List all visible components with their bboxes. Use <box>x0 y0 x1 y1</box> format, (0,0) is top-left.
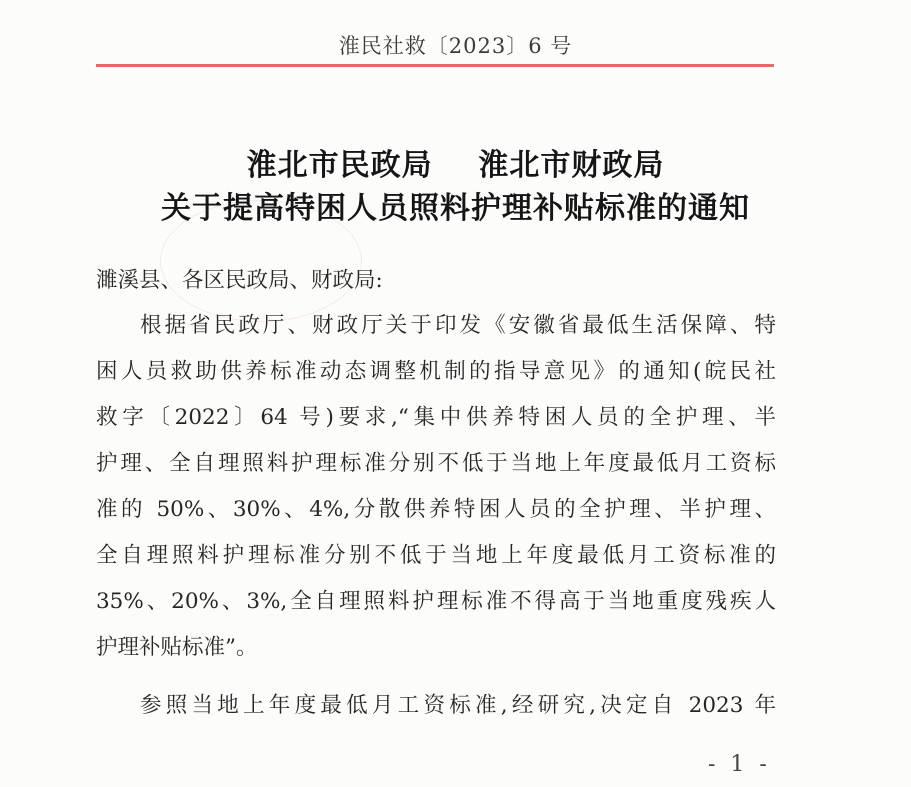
title-line-1: 淮北市民政局 淮北市财政局 <box>246 148 665 183</box>
page-number: - 1 - <box>708 752 771 777</box>
paragraph-line: 护理、全自理照料护理标准分别不低于当地上年度最低月工资标 <box>96 451 776 476</box>
paragraph-line: 35%、20%、3%,全自理照料护理标准不得高于当地重度残疾人 <box>96 589 776 614</box>
paragraph-line: 参照当地上年度最低月工资标准,经研究,决定自 2023 年 <box>140 693 776 718</box>
paragraph-1 <box>96 303 776 671</box>
salutation: 濉溪县、各区民政局、财政局: <box>96 268 383 293</box>
paragraph-line: 护理补贴标准”。 <box>96 635 258 660</box>
paragraph-line: 全自理照料护理标准分别不低于当地上年度最低月工资标准的 <box>96 543 776 568</box>
document-number: 淮民社救〔2023〕6 号 <box>338 34 573 58</box>
paragraph-line: 准的 50%、30%、4%,分散供养特困人员的全护理、半护理、 <box>96 497 776 522</box>
paragraph-line: 救字〔2022〕64 号)要求,“集中供养特困人员的全护理、半 <box>96 405 776 430</box>
red-divider-line <box>96 64 774 67</box>
title-line-2: 关于提高特困人员照料护理补贴标准的通知 <box>161 191 750 226</box>
paragraph-line: 困人员救助供养标准动态调整机制的指导意见》的通知(皖民社 <box>96 359 776 384</box>
paragraph-2 <box>96 683 776 729</box>
paragraph-line: 根据省民政厅、财政厅关于印发《安徽省最低生活保障、特 <box>140 313 776 338</box>
